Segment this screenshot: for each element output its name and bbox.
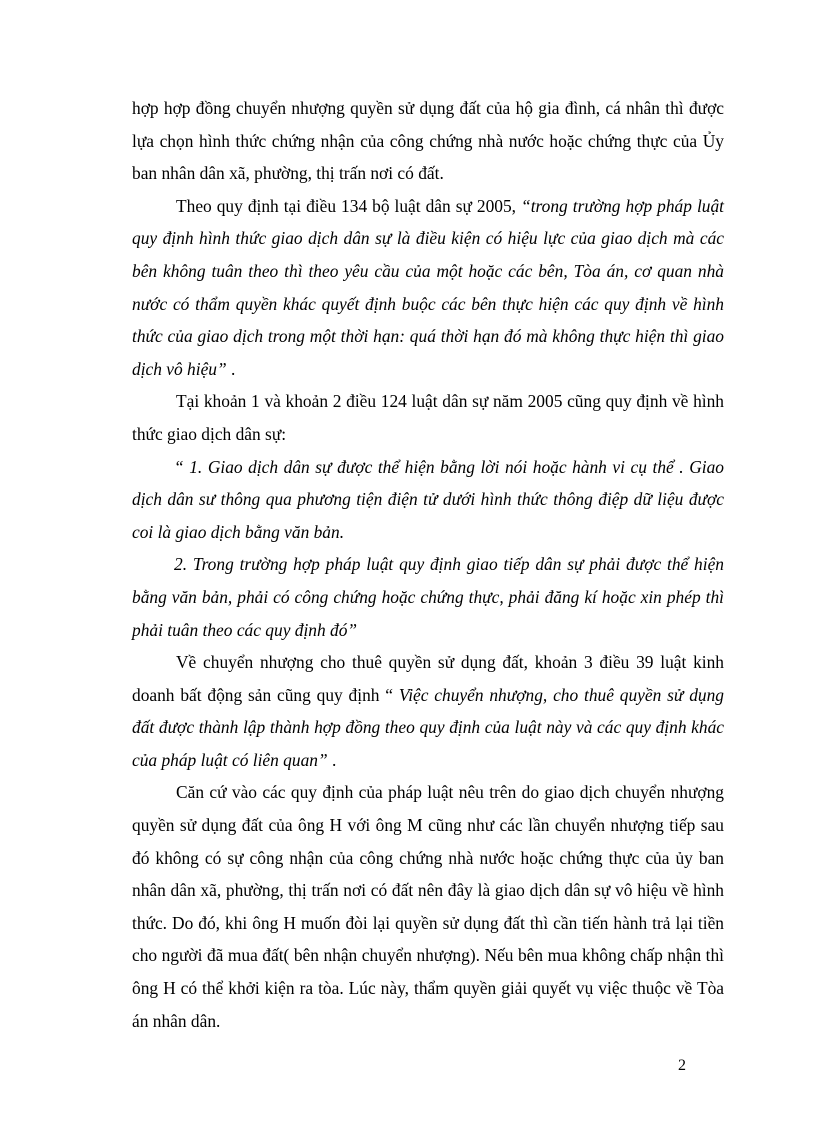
quote-clause-2: 2. Trong trường hợp pháp luật quy định giao tiếp dân sự phải được thể hiện bằng văn bản, phải có công chứng hoặc chứng thực, phải đăng kí hoặc xin phép thì phải tuân theo các quy định đó” <box>132 554 724 640</box>
article-134-quote: “trong trường hợp pháp luật quy định hình thức giao dịch dân sự là điều kiện có hiệu lực của giao dịch mà các bên không tuân theo thì theo yêu cầu của một hoặc các bên, Tòa án, cơ quan nhà nước có thẩm quyền khác quyết định buộc các bên thực hiện các quy định về hình thức của giao dịch trong một thời hạn: quá thời hạn đó mà không thực hiện thì giao dịch vô hiệu” <box>132 195 724 379</box>
document-page <box>132 92 724 1037</box>
paragraph-conclusion: Căn cứ vào các quy định của pháp luật nêu trên do giao dịch chuyển nhượng quyền sử dụng đất của ông H với ông M cũng như các lần chuyển nhượng tiếp sau đó không có sự công nhận của công chứng nhà nước hoặc chứng thực của ủy ban nhân dân xã, phường, thị trấn nơi có đất nên đây là giao dịch dân sự vô hiệu về hình thức. Do đó, khi ông H muốn đòi lại quyền sử dụng đất thì cần tiến hành trả lại tiền cho người đã mua đất( bên nhận chuyển nhượng). Nếu bên mua không chấp nhận thì ông H có thể khởi kiện ra tòa. Lúc này, thẩm quyền giải quyết vụ việc thuộc về Tòa án nhân dân. <box>132 782 724 1031</box>
article-134-end: . <box>226 358 236 379</box>
article-39-quote: Việc chuyển nhượng, cho thuê quyền sử dụng đất được thành lập thành hợp đồng theo quy định của luật này và các quy định khác của pháp luật có liên quan” <box>132 684 724 770</box>
paragraph-article-134 <box>132 190 724 386</box>
article-39-end: . <box>327 749 337 770</box>
paragraph-land-transfer-certification: hợp hợp đồng chuyển nhượng quyền sử dụng đất của hộ gia đình, cá nhân thì được lựa chọn hình thức chứng nhận của công chứng nhà nước hoặc chứng thực của Ủy ban nhân dân xã, phường, thị trấn nơi có đất. <box>132 98 724 184</box>
page-number: 2 <box>678 1057 686 1074</box>
quote-clause-1: “ 1. Giao dịch dân sự được thể hiện bằng lời nói hoặc hành vi cụ thể . Giao dịch dân sư thông qua phương tiện điện tử dưới hình thức thông điệp dữ liệu được coi là giao dịch bằng văn bản. <box>132 456 724 542</box>
paragraph-article-124: Tại khoản 1 và khoản 2 điều 124 luật dân sự năm 2005 cũng quy định về hình thức giao dịch dân sự: <box>132 391 724 444</box>
article-39-intro: Về chuyển nhượng cho thuê quyền sử dụng đất, khoản 3 điều 39 luật kinh doanh bất động sản cũng quy định “ <box>132 652 724 705</box>
article-134-intro: Theo quy định tại điều 134 bộ luật dân sự 2005, <box>176 195 522 216</box>
paragraph-article-39 <box>132 646 724 776</box>
